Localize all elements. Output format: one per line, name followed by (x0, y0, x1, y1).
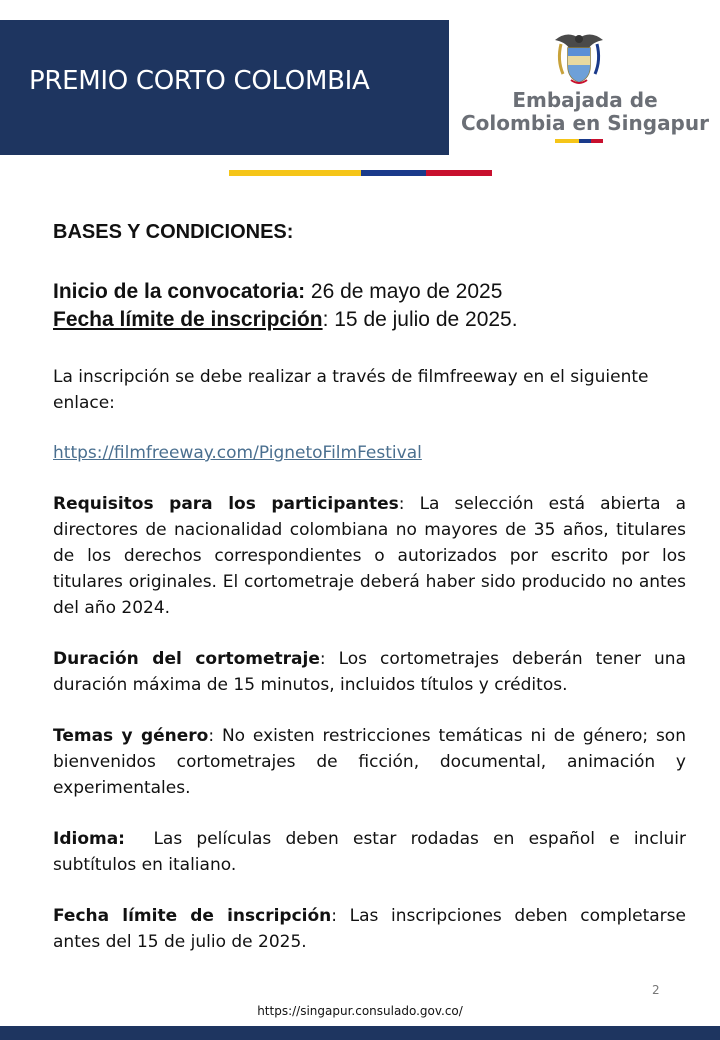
dates-block (53, 278, 686, 334)
deadline-date-label: Fecha límite de inscripción (53, 308, 323, 331)
page-title: PREMIO CORTO COLOMBIA (29, 66, 370, 96)
deadline-date-line (53, 306, 686, 334)
footer-bar (0, 1026, 720, 1040)
deadline-date-value: : 15 de julio de 2025. (322, 308, 518, 331)
deadline-text: : Las inscripciones deben completarse antes del 15 de julio de 2025. (53, 906, 686, 952)
requirements-text: : La selección está abierta a directores de nacionalidad colombiana no mayores de 35 años, titulares de los derechos correspondientes o autorizados por escrito por los titulares originales. El cortometraje deberá haber sido producido no antes del año 2024. (53, 494, 686, 618)
themes-text: : No existen restricciones temáticas ni de género; son bienvenidos cortometrajes de ficción, documental, animación y experimentales. (53, 726, 686, 798)
mini-flag-stripe (555, 139, 603, 143)
page-number: 2 (652, 983, 660, 997)
start-date-label: Inicio de la convocatoria: (53, 280, 306, 303)
start-date-line (53, 278, 686, 306)
language-label: Idioma: (53, 829, 125, 849)
requirements-paragraph (53, 491, 686, 621)
themes-paragraph (53, 723, 686, 801)
flag-stripe (229, 170, 492, 176)
embassy-name-line2: Colombia en Singapur (461, 111, 709, 135)
duration-text: : Los cortometrajes deberán tener una duración máxima de 15 minutos, incluidos títulos y créditos. (53, 649, 686, 695)
main-content (53, 216, 692, 955)
embassy-logo (455, 28, 715, 148)
deadline-paragraph (53, 903, 686, 955)
filmfreeway-link[interactable]: https://filmfreeway.com/PignetoFilmFestival (53, 443, 422, 463)
duration-paragraph (53, 646, 686, 698)
section-heading: BASES Y CONDICIONES: (53, 221, 294, 243)
deadline-label: Fecha límite de inscripción (53, 906, 332, 926)
footer-url[interactable]: https://singapur.consulado.gov.co/ (257, 1004, 463, 1018)
start-date-value: 26 de mayo de 2025 (305, 280, 503, 303)
duration-label: Duración del cortometraje (53, 649, 320, 669)
registration-intro: La inscripción se debe realizar a través de filmfreeway en el siguiente enlace: (53, 367, 649, 413)
embassy-name-line1: Embajada de (512, 88, 658, 112)
language-paragraph (53, 826, 692, 878)
requirements-label: Requisitos para los participantes (53, 494, 399, 514)
coat-of-arms-icon (553, 30, 605, 86)
language-text: Las películas deben estar rodadas en español e incluir subtítulos en italiano. (53, 829, 692, 875)
themes-label: Temas y género (53, 726, 209, 746)
